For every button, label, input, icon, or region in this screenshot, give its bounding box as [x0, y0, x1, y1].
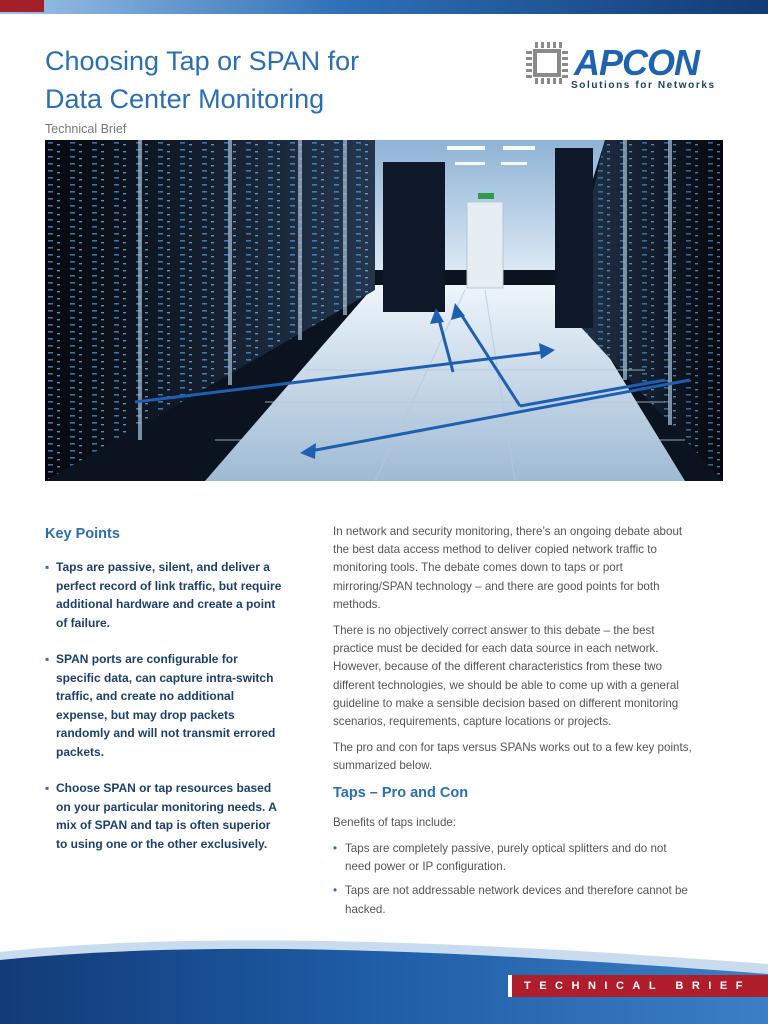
- benefit-item: • Taps are completely passive, purely optical splitters and do not need power or IP configuration.: [333, 840, 695, 876]
- benefits-list: [333, 840, 695, 919]
- key-point-item: ▪ SPAN ports are configurable for specific data, can capture intra-switch traffic, and create no additional expense, but may drop packets randomly and will not transmit errored packets.: [45, 650, 285, 761]
- document-type-label: Technical Brief: [45, 122, 127, 136]
- key-points-heading: Key Points: [45, 526, 120, 542]
- body-paragraph: In network and security monitoring, there’s an ongoing debate about the best data access method to deliver copied network traffic to monitoring tools. The debate comes down to taps or port mirroring/SPAN technology – and there are good points for both methods.: [333, 525, 683, 611]
- data-center-photo: [45, 140, 723, 481]
- logo-tagline: Solutions for Networks: [571, 80, 716, 91]
- key-points-list: [45, 558, 285, 871]
- key-point-item: ▪ Taps are passive, silent, and deliver a perfect record of link traffic, but require additional hardware and create a point of failure.: [45, 558, 285, 632]
- apcon-logo: [524, 38, 734, 98]
- chip-icon: [524, 40, 570, 86]
- key-point-item: ▪ Choose SPAN or tap resources based on your particular monitoring needs. A mix of SPAN and tap is often superior to using one or the other exclusively.: [45, 779, 285, 853]
- title-line-2: Data Center Monitoring: [45, 84, 325, 114]
- body-paragraph: There is no objectively correct answer to this debate – the best practice must be decided for each data source in each network. However, because of the different characteristics from these two different technologies, we should be able to come up with a general guideline to make a sensible decision based on different monitoring scenarios, requirements, capture locations or projects.: [333, 624, 679, 729]
- benefits-intro: Benefits of taps include:: [333, 815, 457, 829]
- top-color-band: [0, 0, 768, 14]
- technical-brief-footer-label: TECHNICAL BRIEF: [508, 975, 768, 997]
- body-column: [333, 523, 695, 925]
- body-paragraph: The pro and con for taps versus SPANs works out to a few key points, summarized below.: [333, 741, 692, 773]
- logo-wordmark: APCON: [574, 42, 700, 83]
- page-title: [45, 42, 465, 118]
- benefit-item: • Taps are not addressable network devices and therefore cannot be hacked.: [333, 882, 695, 918]
- title-line-1: Choosing Tap or SPAN for: [45, 46, 360, 76]
- taps-section-heading: Taps – Pro and Con: [333, 784, 469, 801]
- top-red-tab: [0, 0, 44, 12]
